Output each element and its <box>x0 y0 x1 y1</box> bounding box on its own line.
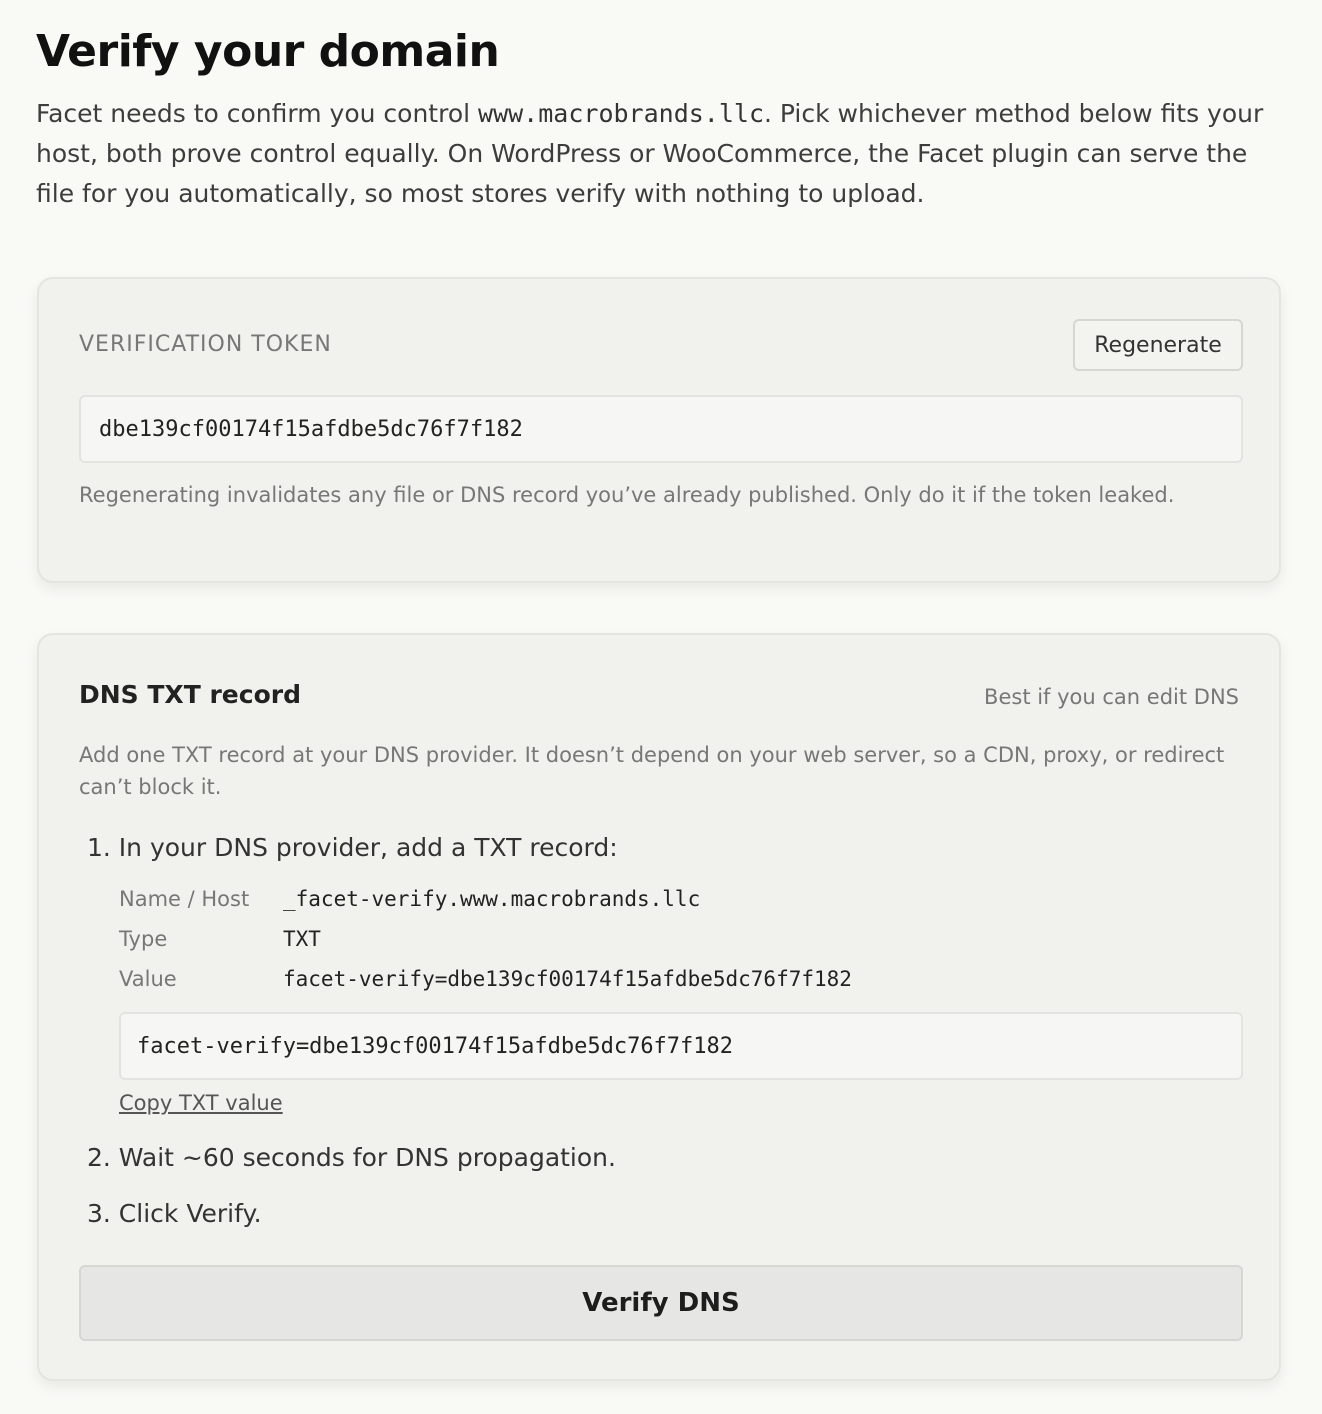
verification-token-field[interactable] <box>79 395 1243 463</box>
copy-txt-value-link[interactable]: Copy TXT value <box>119 1091 283 1115</box>
txt-value-field[interactable] <box>119 1012 1243 1080</box>
dns-card-description: Add one TXT record at your DNS provider. It doesn’t depend on your web server, so a CDN, proxy, or redirect can’t block it. <box>79 743 1225 799</box>
step-2: 2. Wait ~60 seconds for DNS propagation. <box>87 1143 616 1172</box>
regenerate-warning: Regenerating invalidates any file or DNS record you’ve already published. Only do it if the token leaked. <box>79 483 1175 507</box>
step-1: 1. In your DNS provider, add a TXT record: <box>87 833 618 862</box>
page-title: Verify your domain <box>36 26 500 77</box>
intro-text-start: Facet needs to confirm you control <box>36 99 479 128</box>
intro-text <box>36 94 1286 214</box>
verification-token-card <box>37 277 1281 583</box>
verify-dns-button[interactable]: Verify DNS <box>79 1265 1243 1341</box>
record-type-value: TXT <box>283 927 321 951</box>
record-value-label: Value <box>119 967 177 991</box>
record-name-value: _facet-verify.www.macrobrands.llc <box>283 887 701 911</box>
domain-name: www.macrobrands.llc <box>478 99 765 128</box>
regenerate-button[interactable]: Regenerate <box>1073 319 1243 371</box>
dns-txt-record-card <box>37 633 1281 1381</box>
dns-card-hint: Best if you can edit DNS <box>984 685 1239 709</box>
record-name-label: Name / Host <box>119 887 250 911</box>
intro-text-end: . Pick whichever method below fits your host, both prove control equally. On WordPress or WooCommerce, the Facet plugin can serve the file for you automatically, so most stores verify with nothing to upload. <box>36 99 1264 208</box>
verification-token-label: VERIFICATION TOKEN <box>79 332 332 357</box>
record-type-label: Type <box>119 927 168 951</box>
dns-card-title: DNS TXT record <box>79 680 301 709</box>
step-3: 3. Click Verify. <box>87 1199 262 1228</box>
record-value-value: facet-verify=dbe139cf00174f15afdbe5dc76f7f182 <box>283 967 852 991</box>
